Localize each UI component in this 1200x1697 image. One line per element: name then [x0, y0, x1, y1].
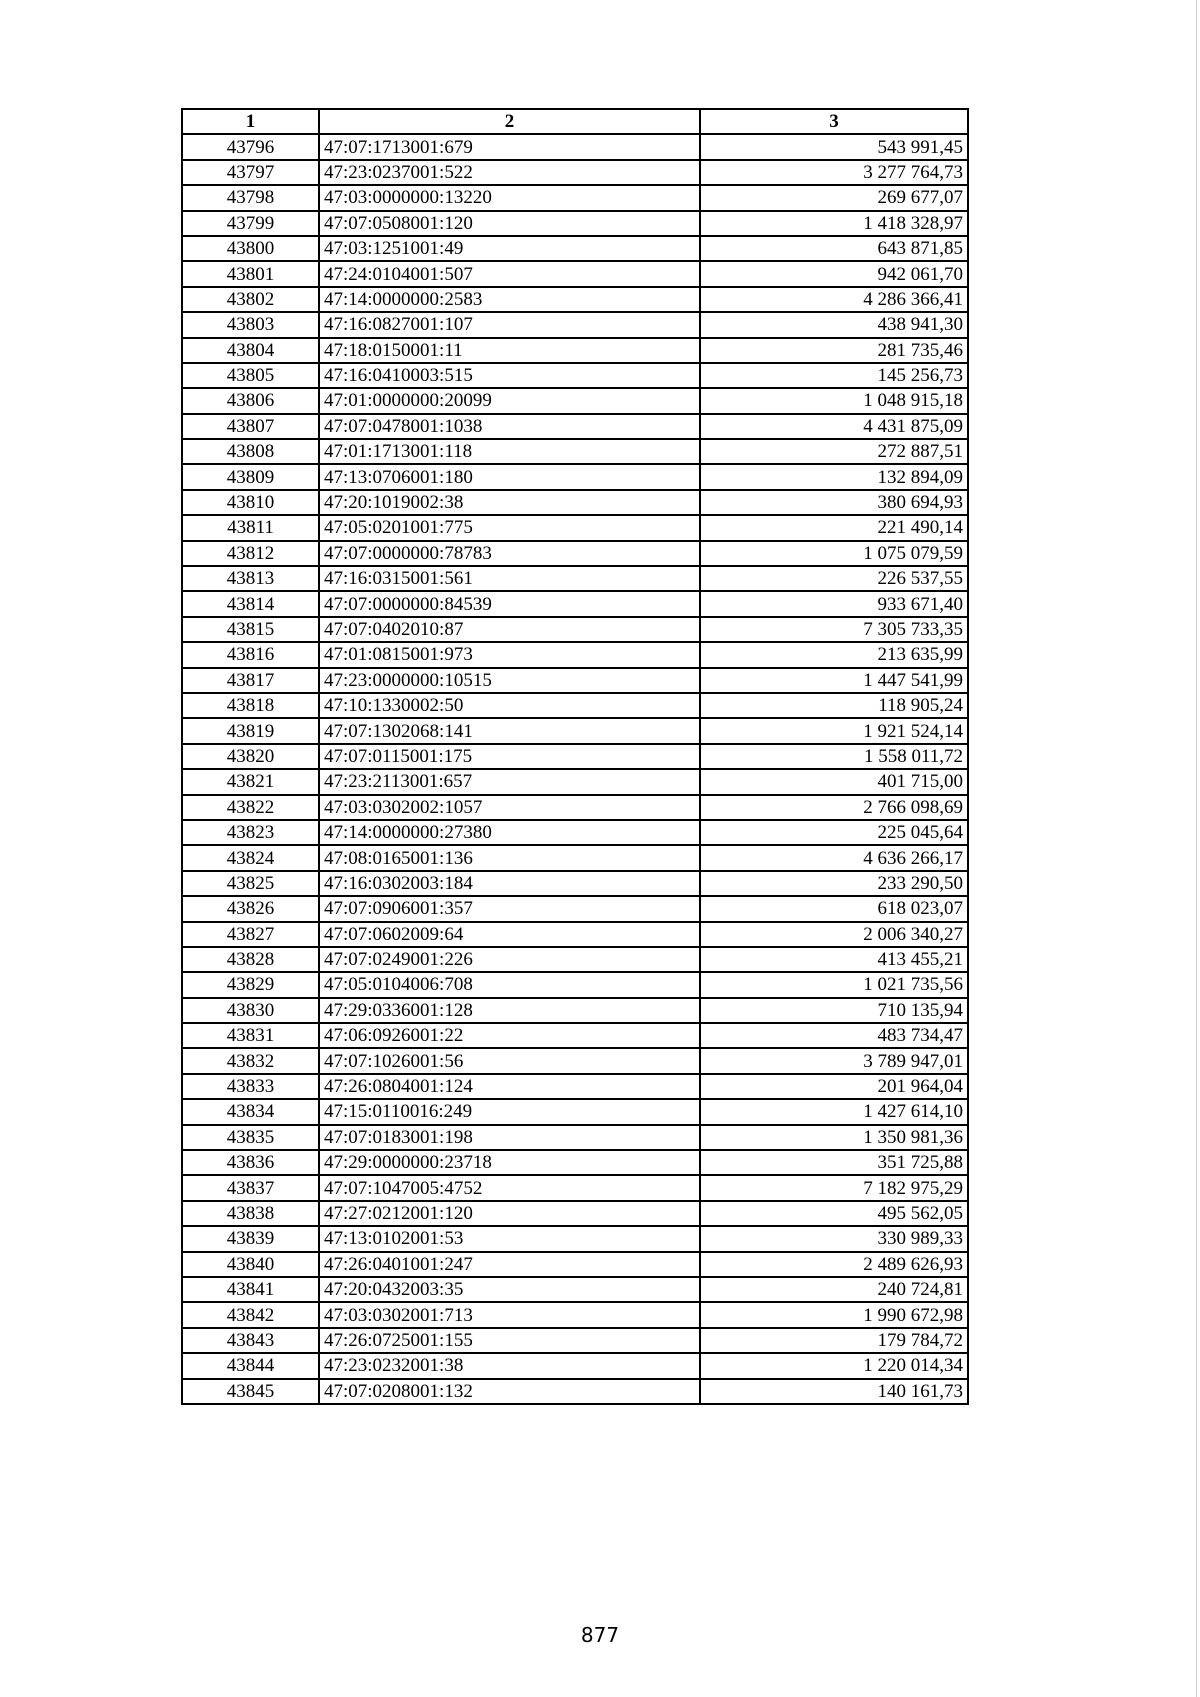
cadastral-number-cell: 47:10:1330002:50	[319, 693, 700, 718]
table-row	[182, 1201, 968, 1226]
table-row	[182, 1226, 968, 1251]
row-number-cell: 43825	[182, 871, 319, 896]
cadastral-number-cell: 47:14:0000000:27380	[319, 820, 700, 845]
table-row	[182, 642, 968, 667]
cadastral-number-cell: 47:15:0110016:249	[319, 1099, 700, 1124]
row-number-cell: 43809	[182, 464, 319, 489]
table-row	[182, 388, 968, 413]
value-cell: 4 431 875,09	[700, 414, 968, 439]
cadastral-number-cell: 47:13:0102001:53	[319, 1226, 700, 1251]
table-row	[182, 1175, 968, 1200]
row-number-cell: 43810	[182, 490, 319, 515]
cadastral-number-cell: 47:07:0000000:78783	[319, 541, 700, 566]
table-row	[182, 363, 968, 388]
value-cell: 201 964,04	[700, 1074, 968, 1099]
table-row	[182, 795, 968, 820]
row-number-cell: 43815	[182, 617, 319, 642]
row-number-cell: 43828	[182, 947, 319, 972]
table-row	[182, 261, 968, 286]
table-row	[182, 338, 968, 363]
cadastral-number-cell: 47:07:1302068:141	[319, 718, 700, 743]
cadastral-number-cell: 47:07:1026001:56	[319, 1048, 700, 1073]
table-row	[182, 1125, 968, 1150]
cadastral-number-cell: 47:16:0410003:515	[319, 363, 700, 388]
cadastral-number-cell: 47:05:0201001:775	[319, 515, 700, 540]
table-row	[182, 490, 968, 515]
row-number-cell: 43831	[182, 1023, 319, 1048]
value-cell: 233 290,50	[700, 871, 968, 896]
value-cell: 7 305 733,35	[700, 617, 968, 642]
table-row	[182, 947, 968, 972]
value-cell: 269 677,07	[700, 185, 968, 210]
cadastral-number-cell: 47:26:0725001:155	[319, 1328, 700, 1353]
row-number-cell: 43801	[182, 261, 319, 286]
value-cell: 1 220 014,34	[700, 1353, 968, 1378]
cadastral-number-cell: 47:29:0000000:23718	[319, 1150, 700, 1175]
table-row	[182, 464, 968, 489]
page-edge-divider	[1196, 0, 1197, 1697]
value-cell: 1 075 079,59	[700, 541, 968, 566]
table-row	[182, 1277, 968, 1302]
row-number-cell: 43823	[182, 820, 319, 845]
table-row	[182, 998, 968, 1023]
value-cell: 1 427 614,10	[700, 1099, 968, 1124]
value-cell: 710 135,94	[700, 998, 968, 1023]
column-header-3: 3	[700, 109, 968, 134]
cadastral-number-cell: 47:08:0165001:136	[319, 845, 700, 870]
value-cell: 483 734,47	[700, 1023, 968, 1048]
page-number: 877	[580, 1623, 620, 1647]
value-cell: 643 871,85	[700, 236, 968, 261]
row-number-cell: 43842	[182, 1302, 319, 1327]
cadastral-number-cell: 47:23:0232001:38	[319, 1353, 700, 1378]
value-cell: 1 350 981,36	[700, 1125, 968, 1150]
cadastral-number-cell: 47:14:0000000:2583	[319, 287, 700, 312]
table-row	[182, 566, 968, 591]
value-cell: 380 694,93	[700, 490, 968, 515]
row-number-cell: 43796	[182, 134, 319, 159]
value-cell: 145 256,73	[700, 363, 968, 388]
table-row	[182, 591, 968, 616]
data-table	[181, 108, 969, 1405]
cadastral-number-cell: 47:07:0208001:132	[319, 1379, 700, 1404]
cadastral-number-cell: 47:23:0237001:522	[319, 160, 700, 185]
table-header-row	[182, 109, 968, 134]
value-cell: 225 045,64	[700, 820, 968, 845]
value-cell: 618 023,07	[700, 896, 968, 921]
value-cell: 1 447 541,99	[700, 668, 968, 693]
value-cell: 240 724,81	[700, 1277, 968, 1302]
table-row	[182, 896, 968, 921]
value-cell: 495 562,05	[700, 1201, 968, 1226]
row-number-cell: 43806	[182, 388, 319, 413]
cadastral-number-cell: 47:07:1713001:679	[319, 134, 700, 159]
cadastral-number-cell: 47:07:0602009:64	[319, 922, 700, 947]
row-number-cell: 43826	[182, 896, 319, 921]
value-cell: 401 715,00	[700, 769, 968, 794]
row-number-cell: 43833	[182, 1074, 319, 1099]
row-number-cell: 43836	[182, 1150, 319, 1175]
value-cell: 7 182 975,29	[700, 1175, 968, 1200]
value-cell: 330 989,33	[700, 1226, 968, 1251]
row-number-cell: 43802	[182, 287, 319, 312]
value-cell: 1 921 524,14	[700, 718, 968, 743]
cadastral-number-cell: 47:20:0432003:35	[319, 1277, 700, 1302]
row-number-cell: 43845	[182, 1379, 319, 1404]
table-row	[182, 1252, 968, 1277]
cadastral-number-cell: 47:03:0302001:713	[319, 1302, 700, 1327]
row-number-cell: 43844	[182, 1353, 319, 1378]
table-row	[182, 871, 968, 896]
table-row	[182, 1074, 968, 1099]
row-number-cell: 43799	[182, 211, 319, 236]
table-row	[182, 211, 968, 236]
value-cell: 4 636 266,17	[700, 845, 968, 870]
cadastral-number-cell: 47:03:0000000:13220	[319, 185, 700, 210]
cadastral-number-cell: 47:24:0104001:507	[319, 261, 700, 286]
table-row	[182, 922, 968, 947]
row-number-cell: 43811	[182, 515, 319, 540]
cadastral-number-cell: 47:23:0000000:10515	[319, 668, 700, 693]
row-number-cell: 43843	[182, 1328, 319, 1353]
cadastral-number-cell: 47:23:2113001:657	[319, 769, 700, 794]
cadastral-number-cell: 47:01:1713001:118	[319, 439, 700, 464]
cadastral-number-cell: 47:07:0508001:120	[319, 211, 700, 236]
table-row	[182, 769, 968, 794]
row-number-cell: 43818	[182, 693, 319, 718]
cadastral-number-cell: 47:07:0183001:198	[319, 1125, 700, 1150]
table-row	[182, 1099, 968, 1124]
value-cell: 132 894,09	[700, 464, 968, 489]
table-row	[182, 236, 968, 261]
table-row	[182, 134, 968, 159]
row-number-cell: 43800	[182, 236, 319, 261]
value-cell: 2 489 626,93	[700, 1252, 968, 1277]
cadastral-number-cell: 47:13:0706001:180	[319, 464, 700, 489]
row-number-cell: 43804	[182, 338, 319, 363]
cadastral-number-cell: 47:16:0827001:107	[319, 312, 700, 337]
cadastral-number-cell: 47:07:0000000:84539	[319, 591, 700, 616]
value-cell: 1 021 735,56	[700, 972, 968, 997]
row-number-cell: 43819	[182, 718, 319, 743]
row-number-cell: 43822	[182, 795, 319, 820]
row-number-cell: 43840	[182, 1252, 319, 1277]
row-number-cell: 43834	[182, 1099, 319, 1124]
value-cell: 351 725,88	[700, 1150, 968, 1175]
value-cell: 226 537,55	[700, 566, 968, 591]
table-row	[182, 439, 968, 464]
row-number-cell: 43838	[182, 1201, 319, 1226]
value-cell: 213 635,99	[700, 642, 968, 667]
value-cell: 413 455,21	[700, 947, 968, 972]
table-row	[182, 1150, 968, 1175]
row-number-cell: 43797	[182, 160, 319, 185]
cadastral-number-cell: 47:01:0815001:973	[319, 642, 700, 667]
row-number-cell: 43824	[182, 845, 319, 870]
cadastral-number-cell: 47:05:0104006:708	[319, 972, 700, 997]
value-cell: 179 784,72	[700, 1328, 968, 1353]
value-cell: 438 941,30	[700, 312, 968, 337]
value-cell: 140 161,73	[700, 1379, 968, 1404]
cadastral-number-cell: 47:26:0804001:124	[319, 1074, 700, 1099]
cadastral-number-cell: 47:07:1047005:4752	[319, 1175, 700, 1200]
table-row	[182, 185, 968, 210]
row-number-cell: 43807	[182, 414, 319, 439]
value-cell: 281 735,46	[700, 338, 968, 363]
value-cell: 1 048 915,18	[700, 388, 968, 413]
value-cell: 221 490,14	[700, 515, 968, 540]
cadastral-number-cell: 47:29:0336001:128	[319, 998, 700, 1023]
table-row	[182, 820, 968, 845]
cadastral-number-cell: 47:07:0478001:1038	[319, 414, 700, 439]
row-number-cell: 43837	[182, 1175, 319, 1200]
table-row	[182, 541, 968, 566]
row-number-cell: 43839	[182, 1226, 319, 1251]
row-number-cell: 43820	[182, 744, 319, 769]
row-number-cell: 43835	[182, 1125, 319, 1150]
cadastral-number-cell: 47:03:1251001:49	[319, 236, 700, 261]
table-row	[182, 718, 968, 743]
value-cell: 942 061,70	[700, 261, 968, 286]
cadastral-number-cell: 47:01:0000000:20099	[319, 388, 700, 413]
value-cell: 1 990 672,98	[700, 1302, 968, 1327]
table-row	[182, 1048, 968, 1073]
table-row	[182, 668, 968, 693]
value-cell: 933 671,40	[700, 591, 968, 616]
value-cell: 3 789 947,01	[700, 1048, 968, 1073]
row-number-cell: 43798	[182, 185, 319, 210]
table-row	[182, 1302, 968, 1327]
cadastral-number-cell: 47:07:0402010:87	[319, 617, 700, 642]
column-header-2: 2	[319, 109, 700, 134]
table-row	[182, 515, 968, 540]
row-number-cell: 43841	[182, 1277, 319, 1302]
table-row	[182, 1353, 968, 1378]
value-cell: 2 766 098,69	[700, 795, 968, 820]
value-cell: 543 991,45	[700, 134, 968, 159]
cadastral-number-cell: 47:07:0906001:357	[319, 896, 700, 921]
cadastral-number-cell: 47:18:0150001:11	[319, 338, 700, 363]
table-row	[182, 617, 968, 642]
cadastral-number-cell: 47:16:0302003:184	[319, 871, 700, 896]
row-number-cell: 43816	[182, 642, 319, 667]
column-header-1: 1	[182, 109, 319, 134]
value-cell: 1 558 011,72	[700, 744, 968, 769]
row-number-cell: 43821	[182, 769, 319, 794]
row-number-cell: 43813	[182, 566, 319, 591]
cadastral-number-cell: 47:27:0212001:120	[319, 1201, 700, 1226]
table-row	[182, 972, 968, 997]
table-row	[182, 287, 968, 312]
value-cell: 118 905,24	[700, 693, 968, 718]
row-number-cell: 43832	[182, 1048, 319, 1073]
value-cell: 3 277 764,73	[700, 160, 968, 185]
cadastral-number-cell: 47:20:1019002:38	[319, 490, 700, 515]
table-row	[182, 312, 968, 337]
table-row	[182, 160, 968, 185]
cadastral-number-cell: 47:07:0249001:226	[319, 947, 700, 972]
table-row	[182, 1379, 968, 1404]
table-row	[182, 1023, 968, 1048]
row-number-cell: 43803	[182, 312, 319, 337]
table-row	[182, 744, 968, 769]
value-cell: 4 286 366,41	[700, 287, 968, 312]
row-number-cell: 43814	[182, 591, 319, 616]
cadastral-number-cell: 47:26:0401001:247	[319, 1252, 700, 1277]
table-body	[182, 134, 968, 1404]
table-row	[182, 845, 968, 870]
table-row	[182, 693, 968, 718]
cadastral-number-cell: 47:06:0926001:22	[319, 1023, 700, 1048]
row-number-cell: 43812	[182, 541, 319, 566]
value-cell: 2 006 340,27	[700, 922, 968, 947]
cadastral-number-cell: 47:03:0302002:1057	[319, 795, 700, 820]
row-number-cell: 43817	[182, 668, 319, 693]
value-cell: 1 418 328,97	[700, 211, 968, 236]
value-cell: 272 887,51	[700, 439, 968, 464]
row-number-cell: 43805	[182, 363, 319, 388]
cadastral-number-cell: 47:07:0115001:175	[319, 744, 700, 769]
table-row	[182, 1328, 968, 1353]
row-number-cell: 43808	[182, 439, 319, 464]
cadastral-number-cell: 47:16:0315001:561	[319, 566, 700, 591]
row-number-cell: 43830	[182, 998, 319, 1023]
row-number-cell: 43827	[182, 922, 319, 947]
row-number-cell: 43829	[182, 972, 319, 997]
table-row	[182, 414, 968, 439]
